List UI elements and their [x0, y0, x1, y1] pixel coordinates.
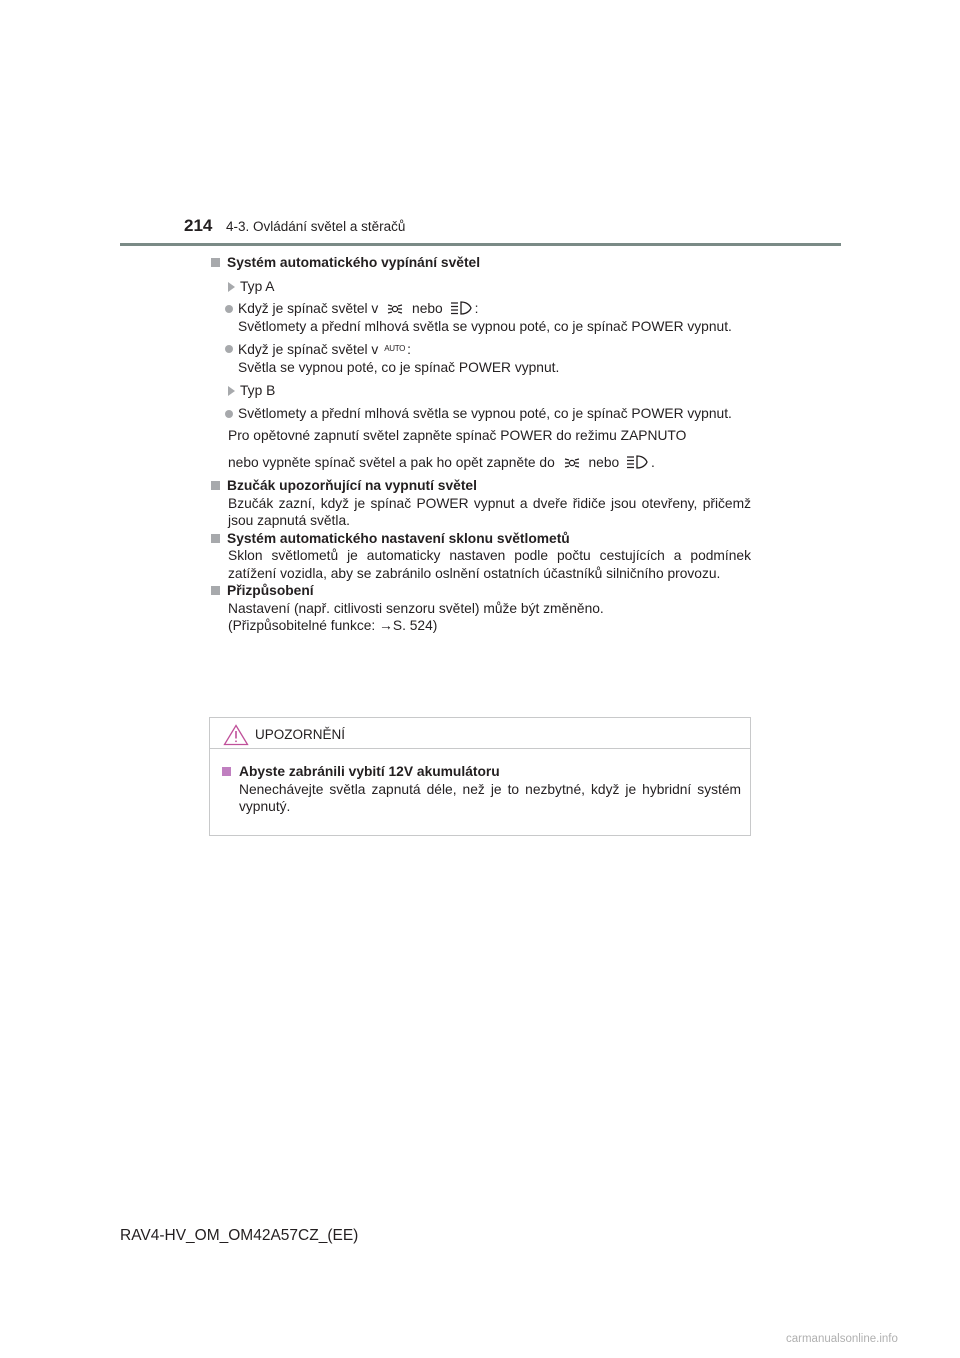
note-text-2: nebo vypněte spínač světel a pak ho opět zapněte do nebo . — [228, 454, 655, 470]
section-buzzer — [210, 477, 751, 530]
parking-lights-icon — [385, 302, 405, 316]
cross-reference-link[interactable]: (Přizpůsobitelné funkce: →S. 524) — [228, 618, 438, 633]
caution-header — [210, 718, 750, 749]
caution-box — [209, 717, 751, 836]
warning-triangle-icon — [223, 724, 249, 746]
auto-light-icon: AUTO — [384, 344, 406, 353]
section-text: Nastavení (např. citlivosti senzoru světel) může být změněno. — [228, 600, 604, 616]
header-rule — [120, 243, 841, 246]
section-leveling — [210, 530, 751, 583]
caution-heading: Abyste zabránili vybití 12V akumulátoru — [219, 763, 741, 781]
list-item: Když je spínač světel v nebo : Světlomety a přední mlhová světla se vypnou poté, co je spínač POWER vypnut. — [210, 300, 751, 335]
type-a-label: Typ A — [210, 278, 751, 296]
main-content — [210, 254, 751, 635]
section-text: Bzučák zazní, když je spínač POWER vypnut a dveře řidiče jsou otevřeny, přičemž jsou zapnutá světla. — [228, 495, 751, 528]
square-bullet-icon — [222, 767, 231, 776]
section-heading: Systém automatického nastavení sklonu světlometů — [210, 530, 751, 548]
round-bullet-icon — [225, 305, 233, 313]
section-heading: Systém automatického vypínání světel — [210, 254, 751, 272]
triangle-bullet-icon — [228, 386, 235, 396]
section-auto-off — [210, 254, 751, 471]
note-text: Pro opětovné zapnutí světel zapněte spínač POWER do režimu ZAPNUTO — [228, 428, 687, 443]
page-number: 214 — [184, 216, 213, 235]
section-title: 4-3. Ovládání světel a stěračů — [226, 219, 406, 234]
caution-label: UPOZORNĚNÍ — [255, 727, 346, 742]
section-customization — [210, 582, 751, 635]
footer-code: RAV4-HV_OM_OM42A57CZ_(EE) — [120, 1227, 359, 1244]
caution-body — [210, 749, 750, 816]
round-bullet-icon — [225, 410, 233, 418]
square-bullet-icon — [211, 586, 220, 595]
round-bullet-icon — [225, 345, 233, 353]
list-item: Světlomety a přední mlhová světla se vypnou poté, co je spínač POWER vypnut. — [210, 405, 751, 423]
section-text: Sklon světlometů je automaticky nastaven podle počtu cestujících a podmínek zatížení vozidla, aby se zabránilo oslnění ostatních účastníků silničního provozu. — [228, 548, 751, 581]
section-heading: Bzučák upozorňující na vypnutí světel — [210, 477, 751, 495]
parking-lights-icon — [562, 456, 582, 470]
headlight-icon — [450, 300, 472, 316]
headlight-icon — [626, 454, 648, 470]
triangle-bullet-icon — [228, 282, 235, 292]
caution-text: Nenechávejte světla zapnutá déle, než je to nezbytné, když je hybridní systém vypnutý. — [239, 781, 741, 814]
watermark: carmanualsonline.info — [786, 1333, 898, 1345]
square-bullet-icon — [211, 258, 220, 267]
square-bullet-icon — [211, 481, 220, 490]
type-b-label: Typ B — [210, 382, 751, 400]
square-bullet-icon — [211, 534, 220, 543]
section-heading: Přizpůsobení — [210, 582, 751, 600]
list-item: Když je spínač světel v $^{AUTO}$ : Světla se vypnou poté, co je spínač POWER vypnut. — [210, 340, 751, 376]
